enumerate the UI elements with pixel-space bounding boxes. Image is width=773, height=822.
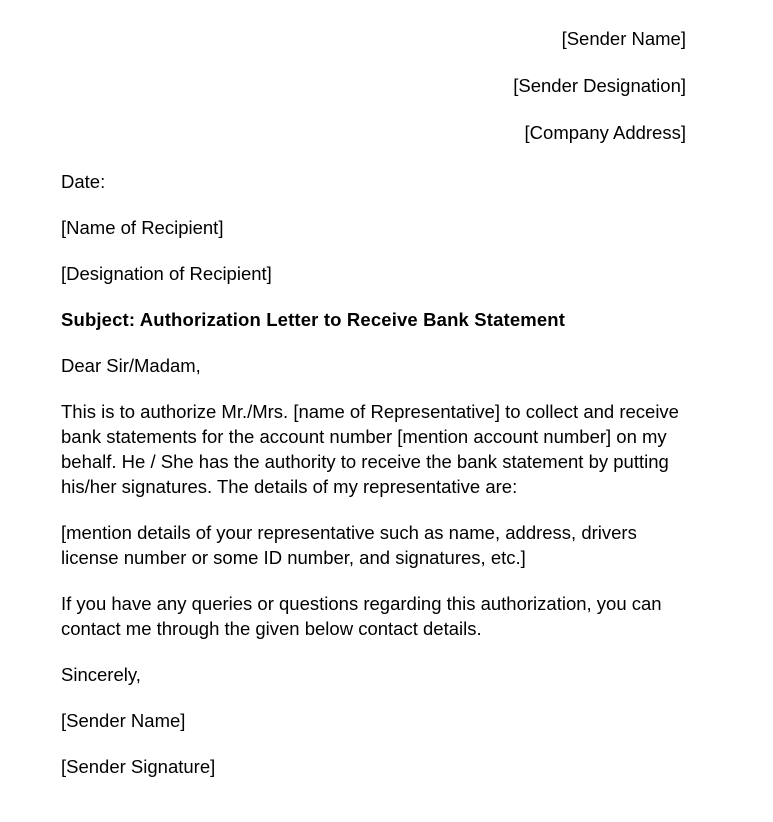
sender-name-header: [Sender Name] bbox=[561, 28, 686, 49]
letter-body bbox=[61, 169, 686, 779]
salutation: Dear Sir/Madam, bbox=[61, 355, 201, 376]
body-paragraph-1: This is to authorize Mr./Mrs. [name of Representative] to collect and receive bank statements for the account number [mention account number] on my behalf. He / She has the authority to receive the bank statement by putting his/her signatures. The details of my representative are: bbox=[61, 401, 679, 497]
signature-line: [Sender Signature] bbox=[61, 756, 216, 777]
body-paragraph-3: If you have any queries or questions regarding this authorization, you can contact me through the given below contact details. bbox=[61, 593, 662, 639]
sender-designation-header: [Sender Designation] bbox=[513, 75, 686, 96]
body-paragraph-2: [mention details of your representative such as name, address, drivers license number or some ID number, and signatures, etc.] bbox=[61, 522, 637, 568]
company-address-header: [Company Address] bbox=[524, 122, 686, 143]
date-label: Date: bbox=[61, 171, 106, 192]
closing-salutation: Sincerely, bbox=[61, 664, 141, 685]
recipient-designation: [Designation of Recipient] bbox=[61, 263, 272, 284]
sender-header-block bbox=[61, 26, 686, 145]
recipient-name: [Name of Recipient] bbox=[61, 217, 224, 238]
signature-name: [Sender Name] bbox=[61, 710, 186, 731]
subject-line: Subject: Authorization Letter to Receive Bank Statement bbox=[61, 309, 566, 330]
